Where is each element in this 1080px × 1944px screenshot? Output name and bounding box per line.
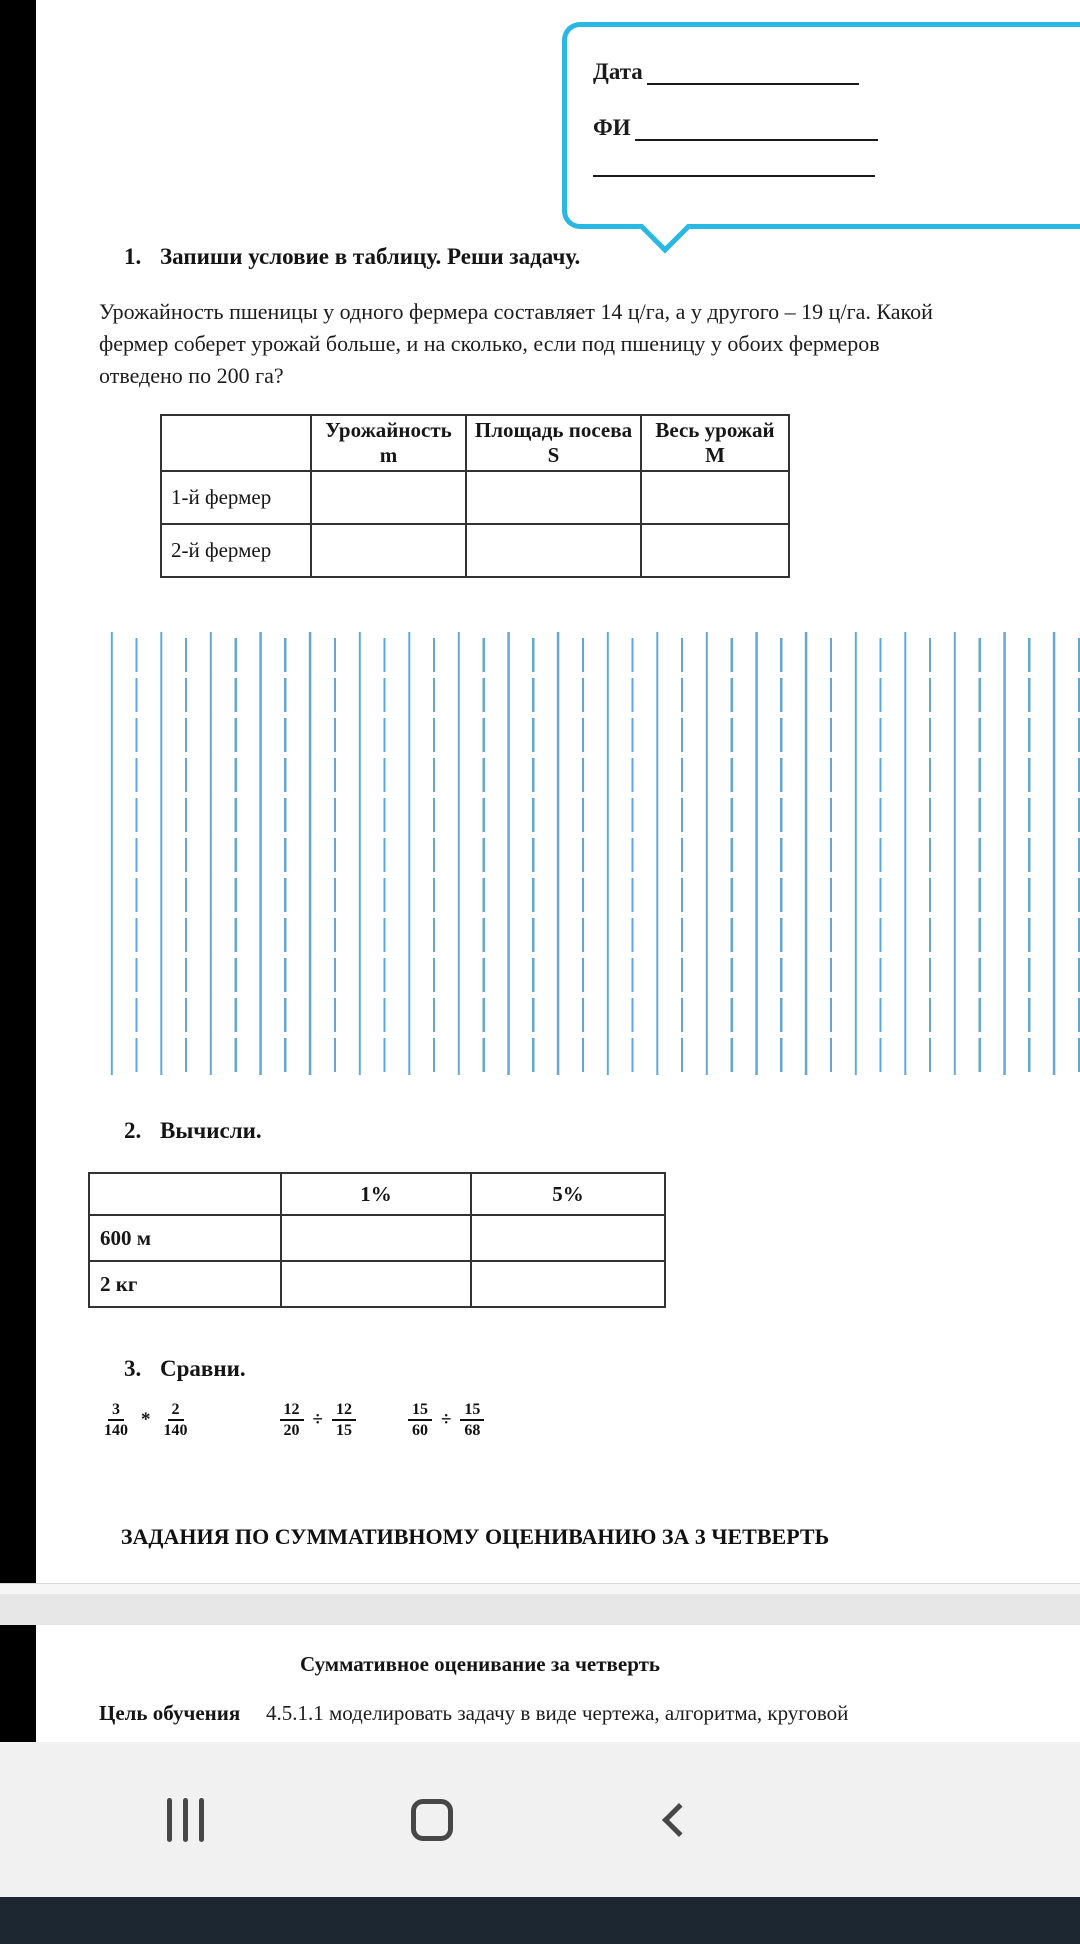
denominator: 68 (464, 1422, 481, 1439)
problem-line: Урожайность пшеницы у одного фермера составляет 14 ц/га, а у другого – 19 ц/га. Какой (99, 299, 933, 324)
empty-cell (641, 471, 789, 524)
name-blank-line (635, 105, 878, 141)
fraction (160, 1400, 192, 1440)
learning-goal-text: 4.5.1.1 моделировать задачу в виде чертежа, алгоритма, круговой (266, 1701, 849, 1725)
problem-line: фермер соберет урожай больше, и на сколько, если под пшеницу у обоих фермеров (99, 331, 880, 356)
fraction (408, 1400, 432, 1440)
header-line: М (705, 443, 725, 467)
header-line: Весь урожай (655, 418, 775, 442)
empty-cell (311, 524, 466, 577)
recents-icon (167, 1798, 204, 1842)
back-button[interactable] (640, 1742, 710, 1897)
task2-number: 2. (124, 1118, 142, 1143)
task1-problem-text (99, 296, 1059, 392)
extra-blank-line (593, 149, 875, 177)
table-row (89, 1215, 665, 1261)
table-row (89, 1261, 665, 1307)
empty-cell (281, 1261, 471, 1307)
corner-cell (161, 415, 311, 471)
task2-heading (124, 1118, 262, 1144)
extra-row (593, 149, 1080, 177)
fraction (100, 1400, 132, 1440)
task1-table-header-row (161, 415, 789, 471)
numerator: 15 (408, 1400, 432, 1421)
ruled-solid-lines (88, 632, 1080, 1075)
home-icon (411, 1799, 453, 1841)
comparison-3 (408, 1400, 484, 1440)
comparison-2 (280, 1400, 356, 1440)
task1-title: Запиши условие в таблицу. Реши задачу. (160, 244, 581, 269)
numerator: 12 (332, 1400, 356, 1421)
task1-table (160, 414, 790, 578)
name-row (593, 105, 1080, 141)
task3-title: Сравни. (160, 1356, 246, 1381)
row-label-farmer2: 2-й фермер (161, 524, 311, 577)
fraction (332, 1400, 356, 1440)
denominator: 140 (104, 1422, 128, 1439)
problem-line: отведено по 200 га? (99, 363, 284, 388)
task3-number: 3. (124, 1356, 142, 1381)
empty-cell (471, 1215, 665, 1261)
header-line: Урожайность (325, 418, 452, 442)
empty-cell (466, 524, 641, 577)
task2-table (88, 1172, 666, 1308)
task2-table-header-row (89, 1173, 665, 1215)
comparisons-row (100, 1400, 484, 1440)
empty-cell (641, 524, 789, 577)
denominator: 60 (411, 1422, 428, 1439)
document-page-1 (36, 0, 1080, 1583)
row-label-2kg: 2 кг (89, 1261, 281, 1307)
col-header-total (641, 415, 789, 471)
numerator: 12 (280, 1400, 304, 1421)
header-line: m (379, 443, 398, 467)
empty-cell (311, 471, 466, 524)
date-row (593, 49, 1080, 85)
col-header-yield (311, 415, 466, 471)
page2-title: Суммативное оценивание за четверть (299, 1652, 661, 1676)
col-header-1pct: 1% (281, 1173, 471, 1215)
header-line: Площадь посева (474, 418, 633, 442)
home-button[interactable] (397, 1742, 467, 1897)
empty-cell (281, 1215, 471, 1261)
header-line: S (547, 443, 560, 467)
date-blank-line (647, 49, 859, 85)
ruled-writing-area (88, 632, 1080, 1075)
denominator: 140 (163, 1422, 188, 1439)
table-row (161, 524, 789, 577)
task3-heading (124, 1356, 246, 1382)
document-page-2 (36, 1625, 1080, 1742)
comparison-operator: * (141, 1409, 151, 1430)
col-header-5pct: 5% (471, 1173, 665, 1215)
numerator: 3 (108, 1400, 124, 1421)
numerator: 15 (460, 1400, 484, 1421)
bottom-gesture-bar (0, 1897, 1080, 1944)
comparison-operator: ÷ (440, 1409, 452, 1430)
task1-number: 1. (124, 244, 142, 269)
name-label: ФИ (593, 115, 631, 140)
fraction (280, 1400, 304, 1440)
learning-goal-label: Цель обучения (99, 1701, 241, 1725)
recents-button[interactable] (150, 1742, 220, 1897)
name-date-callout (562, 22, 1080, 229)
row-label-farmer1: 1-й фермер (161, 471, 311, 524)
comparison-operator: ÷ (312, 1409, 323, 1430)
denominator: 20 (283, 1422, 300, 1439)
row-label-600m: 600 м (89, 1215, 281, 1261)
empty-cell (466, 471, 641, 524)
comparison-1 (100, 1400, 192, 1440)
date-label: Дата (593, 59, 643, 84)
task1-heading (124, 244, 580, 270)
back-icon (662, 1803, 696, 1837)
corner-cell (89, 1173, 281, 1215)
task2-title: Вычисли. (160, 1118, 262, 1143)
android-navbar (0, 1742, 1080, 1897)
numerator: 2 (168, 1400, 184, 1421)
table-row (161, 471, 789, 524)
page-separator (0, 1583, 1080, 1625)
col-header-area (466, 415, 641, 471)
denominator: 15 (335, 1422, 352, 1439)
summative-heading: ЗАДАНИЯ ПО СУММАТИВНОМУ ОЦЕНИВАНИЮ ЗА 3 ЧЕТВЕРТЬ (120, 1524, 830, 1549)
callout-tail (640, 203, 691, 254)
empty-cell (471, 1261, 665, 1307)
fraction (460, 1400, 484, 1440)
